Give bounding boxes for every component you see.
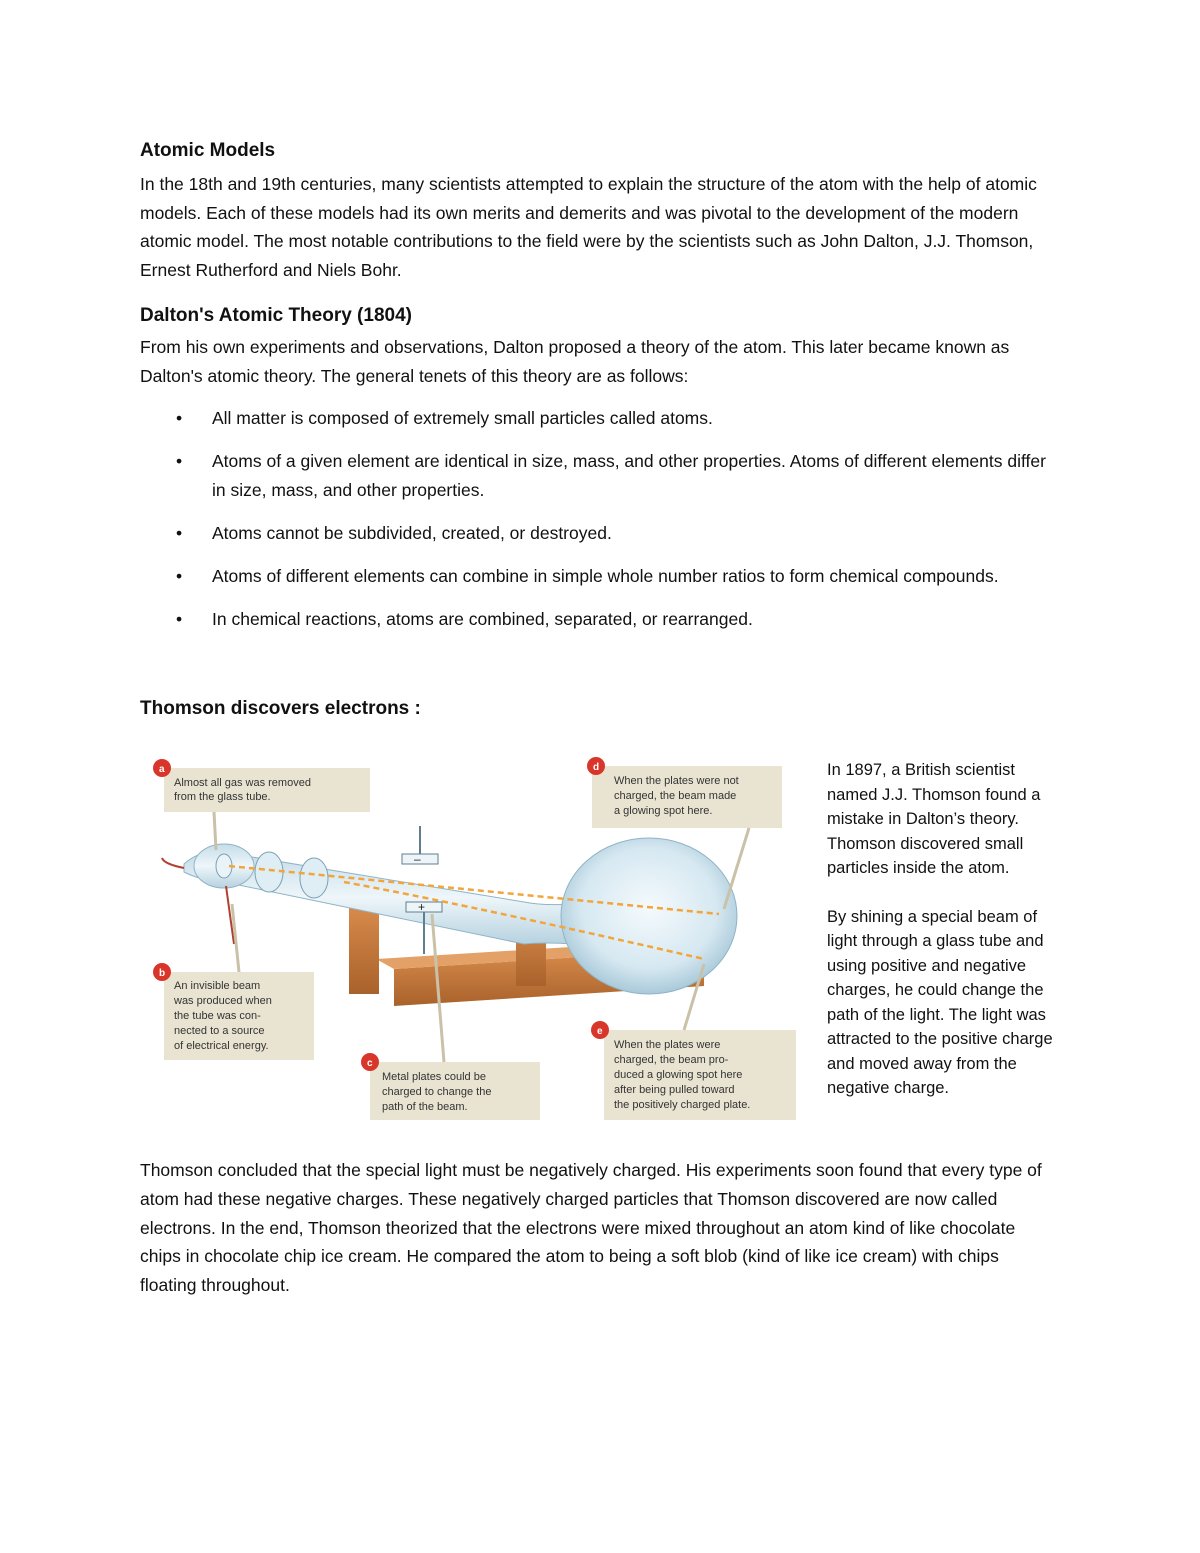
callout-b-line-2: was produced when [174, 995, 272, 1008]
dalton-heading: Dalton's Atomic Theory (1804) [140, 304, 412, 326]
anode-disk-2 [300, 858, 328, 898]
callout-b-line-5: of electrical energy. [174, 1040, 269, 1053]
callout-b-line-3: the tube was con- [174, 1010, 261, 1023]
callout-a [153, 759, 370, 850]
tenet-text: Atoms of different elements can combine in simple whole number ratios to form chemical compounds. [212, 566, 999, 587]
plate-plus-sign: + [418, 900, 426, 915]
cathode-ray-tube-illustration [144, 754, 804, 1134]
callout-e-line-4: after being pulled toward [614, 1084, 735, 1097]
callout-c-line-3: path of the beam. [382, 1101, 468, 1114]
bullet-icon: • [176, 566, 183, 587]
callout-b-line-1: An invisible beam [174, 980, 261, 993]
badge-b-letter: b [159, 968, 166, 980]
callout-b [153, 904, 314, 1060]
badge-c-letter: c [367, 1058, 373, 1070]
thomson-figure-row [140, 726, 1060, 1156]
side-paragraph-1: In 1897, a British scientist named J.J. Thomson found a mistake in Dalton’s theory. Thomson discovered small particles inside the atom. [827, 761, 1041, 878]
callout-c-line-2: charged to change the [382, 1086, 492, 1099]
tenet-text: Atoms of a given element are identical in size, mass, and other properties. Atoms of different elements differ in size, mass, and other properties. [212, 451, 1046, 501]
tenet-text: All matter is composed of extremely small particles called atoms. [212, 408, 713, 429]
bullet-icon: • [176, 451, 183, 472]
atomic-models-heading: Atomic Models [140, 140, 276, 161]
bullet-icon: • [176, 408, 183, 429]
bullet-icon: • [176, 609, 183, 630]
callout-e-line-2: charged, the beam pro- [614, 1054, 729, 1067]
atomic-models-paragraph: In the 18th and 19th centuries, many scientists attempted to explain the structure of the atom with the help of atomic models. Each of these models had its own merits and demerits and was pivotal to the development of the modern atomic model. The most notable contributions to the field were by the scientists such as John Dalton, J.J. Thomson, Ernest Rutherford and Niels Bohr. [140, 174, 1037, 281]
badge-a-letter: a [159, 764, 165, 776]
callout-e-line-5: the positively charged plate. [614, 1099, 751, 1112]
thomson-side-text [827, 758, 1067, 1125]
thomson-heading: Thomson discovers electrons : [140, 698, 421, 720]
glass-big-bulb [561, 838, 737, 994]
callout-c-line-1: Metal plates could be [382, 1071, 486, 1084]
callout-d-line-1: When the plates were not [614, 775, 739, 788]
document-page [140, 140, 1060, 1300]
callout-b-line-4: nected to a source [174, 1025, 265, 1038]
callout-a-line-2: from the glass tube. [174, 791, 271, 804]
list-item [140, 404, 1060, 433]
list-item [140, 519, 1060, 548]
bullet-icon: • [176, 523, 183, 544]
tenet-text: In chemical reactions, atoms are combined, separated, or rearranged. [212, 609, 753, 630]
list-item [140, 605, 1060, 634]
badge-d-letter: d [593, 762, 600, 774]
plate-minus-sign: – [414, 852, 421, 867]
tenet-text: Atoms cannot be subdivided, created, or destroyed. [212, 523, 612, 544]
callout-c [361, 914, 540, 1120]
callout-d-line-2: charged, the beam made [614, 790, 737, 803]
callout-e-line-3: duced a glowing spot here [614, 1069, 743, 1082]
dalton-paragraph: From his own experiments and observations, Dalton proposed a theory of the atom. This later became known as Dalton's atomic theory. The general tenets of this theory are as follows: [140, 336, 1010, 386]
stand-post-left [349, 904, 379, 994]
cathode-ray-tube-figure [144, 754, 804, 1134]
dalton-tenets-list [140, 404, 1060, 634]
list-item [140, 447, 1060, 505]
side-paragraph-2: By shining a special beam of light through a glass tube and using positive and negative charges, he could change the path of the light. The light was attracted to the positive charge and moved away from the negative charge. [827, 907, 1053, 1098]
callout-a-line-1: Almost all gas was removed [174, 777, 311, 790]
thomson-conclusion-paragraph: Thomson concluded that the special light must be negatively charged. His experiments soon found that every type of atom had these negative charges. These negatively charged particles that Thomson discovered are now called electrons. In the end, Thomson theorized that the electrons were mixed throughout an atom kind of like chocolate chips in chocolate chip ice cream. He compared the atom to being a soft blob (kind of like ice cream) with chips floating throughout. [140, 1160, 1042, 1296]
callout-e-line-1: When the plates were [614, 1039, 721, 1052]
badge-e-letter: e [597, 1026, 603, 1038]
list-item [140, 562, 1060, 591]
callout-d-line-3: a glowing spot here. [614, 805, 713, 818]
wire-left [162, 858, 184, 868]
